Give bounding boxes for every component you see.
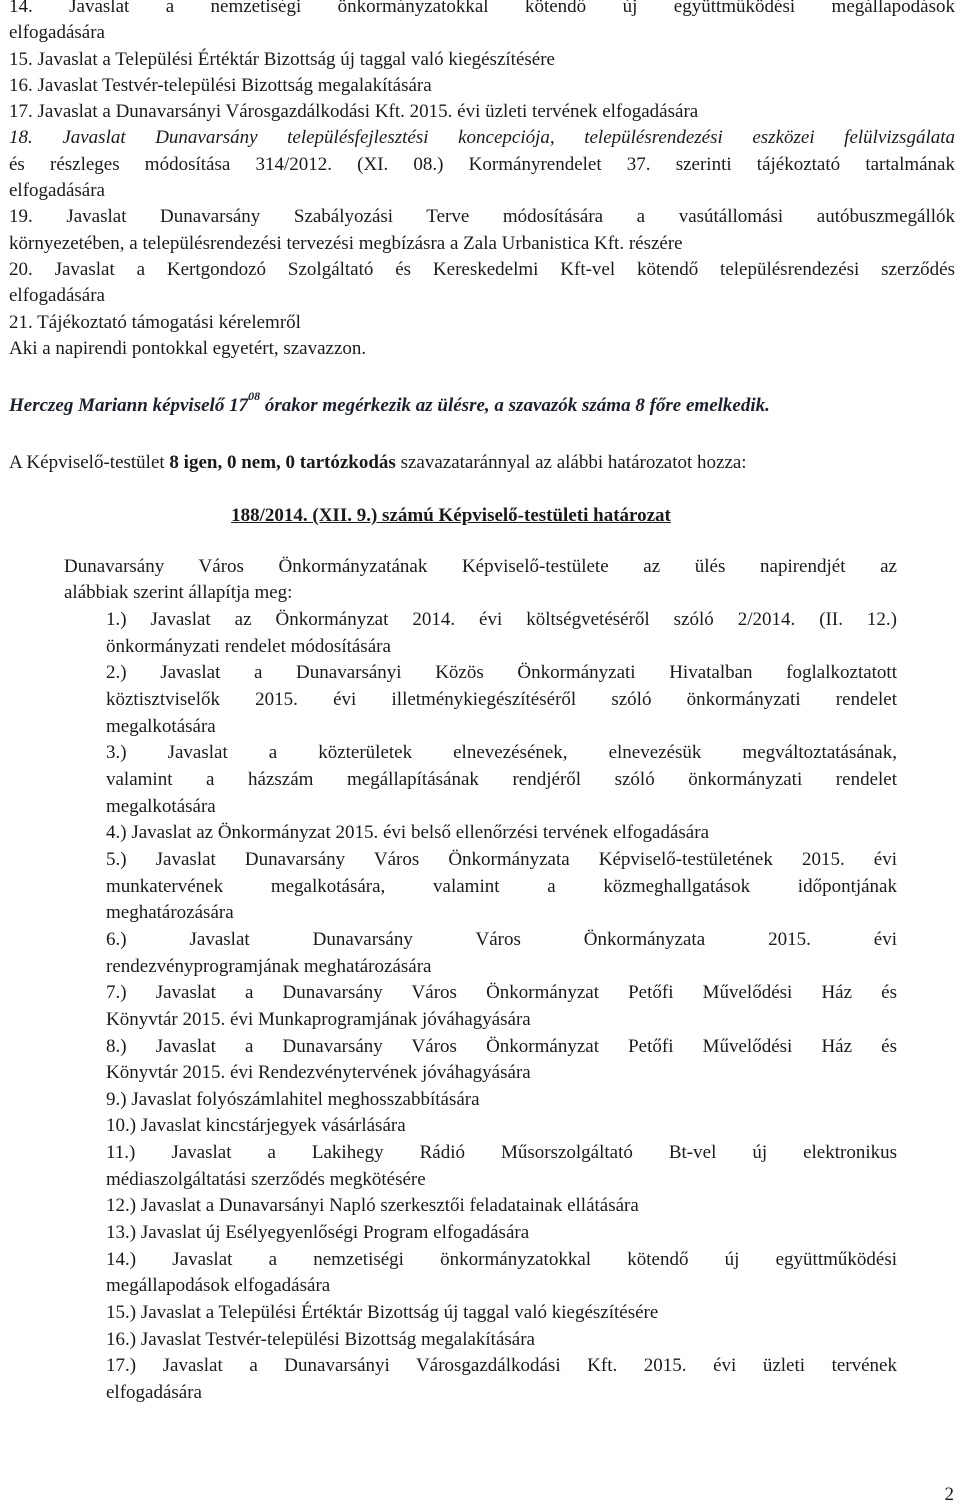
resolution-line: 2.) Javaslat a Dunavarsányi Közös Önkormányzati Hivatalban foglalkoztatott [106,662,897,684]
arrival-note [9,388,955,419]
resolution-line: 3.) Javaslat a közterületek elnevezésének, elnevezésük megváltoztatásának, [106,742,897,764]
agenda-line: 18. Javaslat Dunavarsány településfejlesztési koncepciója, településrendezési eszközei felülvizsgálata [9,127,955,149]
resolution-line: 12.) Javaslat a Dunavarsányi Napló szerkesztői feladatainak ellátására [106,1195,639,1217]
agenda-line: és részleges módosítása 314/2012. (XI. 08.) Kormányrendelet 37. szerinti tájékoztató tartalmának [9,153,955,175]
vote-count: 8 igen, 0 nem, 0 tartózkodás [169,452,396,473]
resolution-line: 1.) Javaslat az Önkormányzat 2014. évi költségvetéséről szóló 2/2014. (II. 12.) [106,609,897,630]
resolution-line: munkatervének megalkotására, valamint a közmeghallgatások időpontjának [106,875,897,897]
resolution-line: 8.) Javaslat a Dunavarsány Város Önkormányzat Petőfi Művelődési Ház és [106,1035,897,1057]
resolution-line: rendezvényprogramjának meghatározására [106,955,432,977]
agenda-line: elfogadására [9,180,105,202]
agenda-line: 14. Javaslat a nemzetiségi önkormányzatokkal kötendő új együttműködési megállapodások [9,0,955,17]
resolution-line: 7.) Javaslat a Dunavarsány Város Önkormányzat Petőfi Művelődési Ház és [106,982,897,1004]
resolution-line: médiaszolgáltatási szerződés megkötésére [106,1168,426,1190]
agenda-line: környezetében, a településrendezési tervezési megbízásra a Zala Urbanistica Kft. részére [9,232,683,254]
resolution-line: 16.) Javaslat Testvér-települési Bizottság megalakítására [106,1328,535,1350]
agenda-line: 17. Javaslat a Dunavarsányi Városgazdálkodási Kft. 2015. évi üzleti tervének elfogadására [9,101,699,123]
resolution-agenda-list [106,607,897,1407]
arrival-note-text: Herczeg Mariann képviselő 17 [9,395,249,416]
agenda-list [9,0,955,362]
resolution-line: 17.) Javaslat a Dunavarsányi Városgazdálkodási Kft. 2015. évi üzleti tervének [106,1355,897,1377]
agenda-line: 16. Javaslat Testvér-települési Bizottság megalakítására [9,74,432,96]
vote-call-line: Aki a napirendi pontokkal egyetért, szavazzon. [9,337,367,359]
resolution-line: Könyvtár 2015. évi Munkaprogramjának jóváhagyására [106,1008,531,1030]
agenda-line: elfogadására [9,22,105,44]
resolution-line: valamint a házszám megállapításának rendjéről szóló önkormányzati rendelet [106,768,897,790]
resolution-line: megalkotására [106,715,216,737]
resolution-line: 10.) Javaslat kincstárjegyek vásárlására [106,1115,406,1137]
resolution-line: elfogadására [106,1382,202,1404]
arrival-note-text-rest: órakor megérkezik az ülésre, a szavazók száma 8 főre emelkedik. [260,395,770,416]
vote-intro: A Képviselő-testület [9,452,170,473]
agenda-line: 15. Javaslat a Települési Értéktár Bizottság új taggal való kiegészítésére [9,48,555,70]
resolution-line: meghatározására [106,902,234,924]
resolution-line: önkormányzati rendelet módosítására [106,635,391,657]
arrival-minutes: 08 [248,388,261,403]
resolution-line: 4.) Javaslat az Önkormányzat 2015. évi belső ellenőrzési tervének elfogadására [106,822,709,844]
agenda-line: 20. Javaslat a Kertgondozó Szolgáltató és Kereskedelmi Kft-vel kötendő településrendezési szerződés [9,258,955,280]
resolution-line: 11.) Javaslat a Lakihegy Rádió Műsorszolgáltató Bt-vel új elektronikus [106,1142,897,1164]
page-number: 2 [944,1484,954,1505]
agenda-line: 21. Tájékoztató támogatási kérelemről [9,311,301,333]
vote-result [9,450,955,476]
resolution-line: megállapodások elfogadására [106,1275,331,1297]
resolution-line: 9.) Javaslat folyószámlahitel meghosszabbítására [106,1088,480,1110]
resolution-line: 5.) Javaslat Dunavarsány Város Önkormányzata Képviselő-testületének 2015. évi [106,848,897,870]
resolution-line: 14.) Javaslat a nemzetiségi önkormányzatokkal kötendő új együttműködési [106,1248,897,1270]
intro-line: Dunavarsány Város Önkormányzatának Képviselő-testülete az ülés napirendjét az [64,556,897,577]
resolution-line: 13.) Javaslat új Esélyegyenlőségi Program elfogadására [106,1222,530,1244]
resolution-intro [64,554,897,607]
resolution-line: megalkotására [106,795,216,817]
vote-outro: szavazataránnyal az alábbi határozatot hozza: [395,452,747,473]
agenda-line: 19. Javaslat Dunavarsány Szabályozási Terve módosítására a vasútállomási autóbuszmegállók [9,206,955,228]
resolution-line: Könyvtár 2015. évi Rendezvénytervének jóváhagyására [106,1062,531,1084]
resolution-line: köztisztviselők 2015. évi illetménykiegészítéséről szóló önkormányzati rendelet [106,688,897,710]
intro-line: alábbiak szerint állapítja meg: [64,582,293,604]
agenda-line: elfogadására [9,285,105,307]
resolution-line: 15.) Javaslat a Települési Értéktár Bizottság új taggal való kiegészítésére [106,1302,659,1324]
resolution-line: 6.) Javaslat Dunavarsány Város Önkormányzata 2015. évi [106,928,897,950]
resolution-title: 188/2014. (XII. 9.) számú Képviselő-testületi határozat [231,505,671,526]
